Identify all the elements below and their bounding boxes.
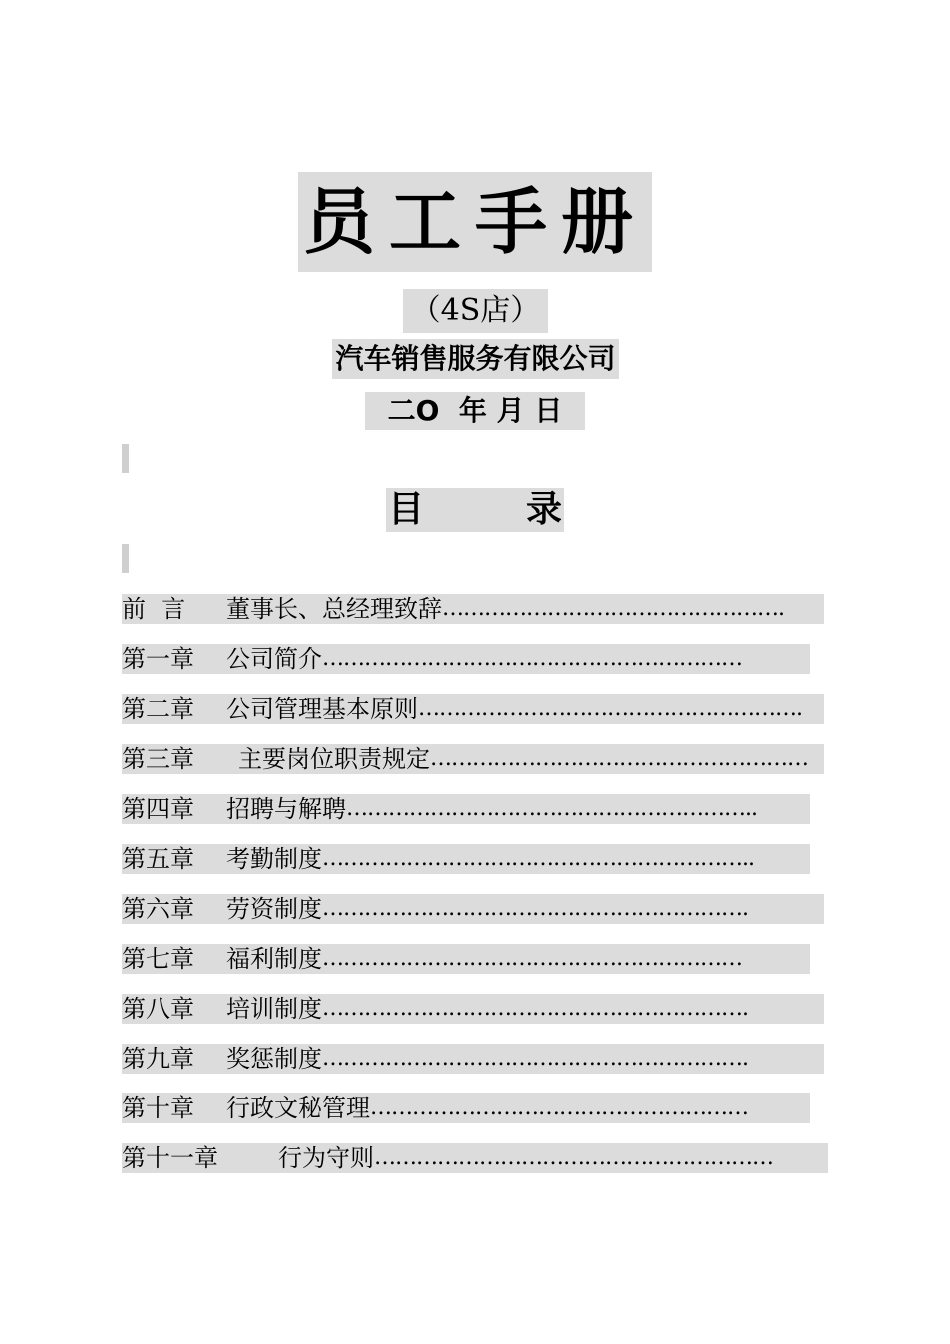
toc-entry-chapter-8[interactable] bbox=[122, 994, 824, 1024]
toc-heading-right: 录 bbox=[525, 489, 562, 530]
toc-chapter-label: 第九章 bbox=[122, 1045, 194, 1073]
toc-chapter-label: 第六章 bbox=[122, 895, 194, 923]
toc-chapter-label: 第十章 bbox=[122, 1094, 194, 1122]
toc-heading bbox=[386, 488, 564, 532]
toc-entry-title: 行政文秘管理 bbox=[226, 1094, 370, 1122]
toc-entry-chapter-9[interactable] bbox=[122, 1044, 824, 1074]
toc-entry-title: 招聘与解聘 bbox=[226, 795, 346, 823]
paragraph-mark bbox=[122, 444, 129, 473]
manual-title: 员工手册 bbox=[298, 172, 652, 272]
toc-chapter-label: 前 言 bbox=[122, 595, 186, 623]
toc-entry-chapter-4[interactable] bbox=[122, 794, 810, 824]
paragraph-mark bbox=[122, 544, 129, 573]
toc-leader-dots: ……………………………………………………. bbox=[322, 896, 748, 921]
toc-entry-chapter-10[interactable] bbox=[122, 1093, 810, 1123]
toc-entry-title: 公司简介 bbox=[226, 645, 322, 673]
toc-heading-left: 目 bbox=[388, 489, 425, 530]
toc-entry-chapter-11[interactable] bbox=[122, 1143, 828, 1173]
toc-leader-dots: …………………………………………. bbox=[442, 596, 784, 621]
toc-leader-dots: ………………………………………………… bbox=[374, 1145, 773, 1170]
toc-entry-title: 行为守则 bbox=[278, 1144, 374, 1172]
toc-leader-dots: ……………………………………………………. bbox=[322, 1046, 748, 1071]
toc-entry-preface[interactable] bbox=[122, 594, 824, 624]
toc-leader-dots: ……………………………………………… bbox=[430, 746, 808, 771]
toc-leader-dots: ……………………………………………………. bbox=[322, 996, 748, 1021]
toc-entry-title: 福利制度 bbox=[226, 945, 322, 973]
toc-chapter-label: 第二章 bbox=[122, 695, 194, 723]
toc-entry-title: 培训制度 bbox=[226, 995, 322, 1023]
toc-entry-chapter-2[interactable] bbox=[122, 694, 824, 724]
toc-entry-chapter-3[interactable] bbox=[122, 744, 824, 774]
toc-entry-title: 考勤制度 bbox=[226, 845, 322, 873]
toc-chapter-label: 第十一章 bbox=[122, 1144, 218, 1172]
toc-chapter-label: 第七章 bbox=[122, 945, 194, 973]
toc-entry-title: 劳资制度 bbox=[226, 895, 322, 923]
toc-entry-title: 主要岗位职责规定 bbox=[238, 745, 430, 773]
toc-entry-title: 董事长、总经理致辞 bbox=[226, 595, 442, 623]
date-line: 二O 年 月 日 bbox=[365, 392, 585, 430]
toc-chapter-label: 第一章 bbox=[122, 645, 194, 673]
toc-leader-dots: …………………………………………………… bbox=[322, 946, 742, 971]
toc-entry-title: 奖惩制度 bbox=[226, 1045, 322, 1073]
toc-leader-dots: ………………………………………………. bbox=[418, 696, 802, 721]
toc-leader-dots: ……………………………………………… bbox=[370, 1095, 748, 1120]
toc-chapter-label: 第五章 bbox=[122, 845, 194, 873]
toc-leader-dots: …………………………………………………… bbox=[322, 646, 742, 671]
toc-entry-chapter-6[interactable] bbox=[122, 894, 824, 924]
toc-chapter-label: 第三章 bbox=[122, 745, 194, 773]
toc-chapter-label: 第四章 bbox=[122, 795, 194, 823]
toc-leader-dots: …………………………………………………….. bbox=[322, 846, 754, 871]
company-name: 汽车销售服务有限公司 bbox=[332, 339, 619, 379]
toc-entry-chapter-1[interactable] bbox=[122, 644, 810, 674]
toc-chapter-label: 第八章 bbox=[122, 995, 194, 1023]
toc-entry-chapter-7[interactable] bbox=[122, 944, 810, 974]
store-type-subtitle: （4S店） bbox=[403, 289, 548, 333]
toc-entry-title: 公司管理基本原则 bbox=[226, 695, 418, 723]
toc-leader-dots: ………………………………………………….. bbox=[346, 796, 757, 821]
toc-entry-chapter-5[interactable] bbox=[122, 844, 810, 874]
